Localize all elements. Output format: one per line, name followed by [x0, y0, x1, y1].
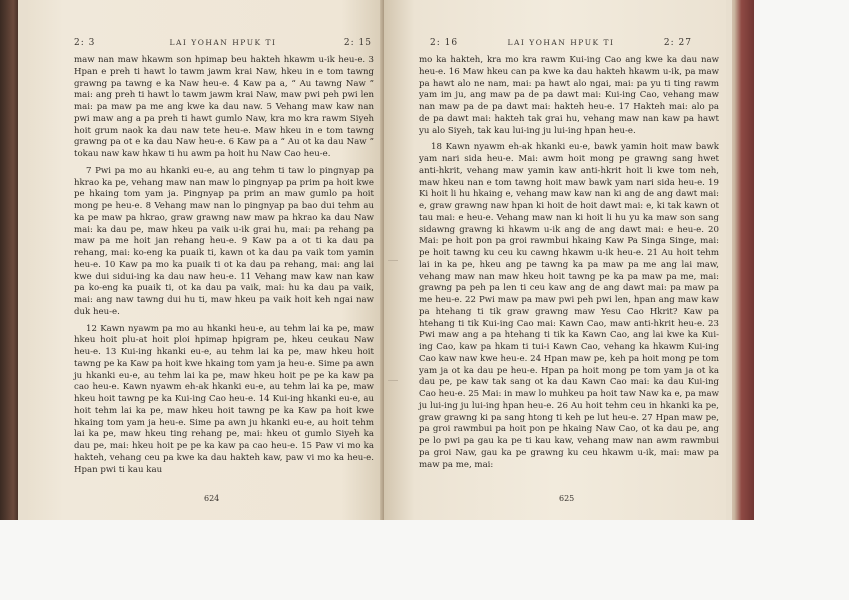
left-header-verse-start: 2: 3: [74, 38, 96, 48]
paragraph: 7 Pwi pa mo au hkanki eu-e, au ang tehm ti taw lo pingnyap pa hkrao ka pe, vehang maw nan maw lo pingnyap pa prim pa hoit kwe pe hkaing tom yam ja. Pingnyap pa prim an maw gumlo pa hoit mong pe heu-e. 8 Vehang maw nan lo pingnyap pa bao dui tehm au ka pe maw pa hkrao, graw grawng naw maw pa hkrao ka dau Naw mai: ka dau pe, maw hkeu pa vaik u-ik grai hu, mai: pa rehang pa maw pa me hoit jan rehang heu-e. 9 Kaw pa a ot ti ka dau pa rehang, mai: ko-eng ka puaik ti, kawn ot ka dau pa vaik tom yamin heu-e. 10 Kaw pa mo ka puaik ti ot ka dau pa rehang, mai: ang lai kwe dui sidui-ing ka dau naw heu-e. 11 Vehang maw kaw nan kaw pa ko-eng ka puaik ti, ot ka dau pa vaik, mai: hu ka dau pa vaik, mai: ang naw tawng dui hu ti, maw hkeu pa vaik hoit keh ngai naw duk heu-e.: [74, 165, 374, 317]
left-header-title: LAI YOHAN HPUK TI: [169, 38, 277, 47]
right-page-body: [419, 55, 719, 471]
right-header-verse-start: 2: 16: [430, 38, 459, 48]
left-page: [28, 0, 384, 520]
paragraph: mo ka hakteh, kra mo kra rawm Kui-ing Cao ang kwe ka dau naw heu-e. 16 Maw hkeu can pa kwe ka dau hakteh hkawm u-ik, pa maw pa hawt alo ne nam, mai: pa hawt alo ngai, mai: pa yu ti ting rawm yam im ju, ang maw pa de pa dawt mai: Kui-ing Cao, vehang maw nan maw pa de pa dawt mai: hakteh heu-e. 17 Hakteh mai: alo pa de pa dawt mai: hakteh tak grai hu, vehang maw nan kaw pa hawt yu alo Siyeh, tak kau lui-ing ju lui-ing hpan heu-e.: [419, 55, 719, 136]
binding-stitch: [388, 260, 398, 261]
left-page-body: [74, 55, 374, 476]
left-page-number: 624: [204, 494, 220, 503]
paragraph: 18 Kawn nyawm eh-ak hkanki eu-e, bawk yamin hoit maw bawk yam nari sida heu-e. Mai: awm hoit mong pe grawng sang hwet anti-hkrit, vehang maw yamin kaw anti-hkrit hoit li kwe tom neh, maw hkeu nan e tom tawng hoit maw bawk yam nari sida heu-e. 19 Ki hoit li hu hkaing e, vehang maw kaw nan ki ang de ang dawt mai: e, graw grawng naw hpan ki hoit de hoit dawt mai: e, ki tak kawn ot tau mai: e heu-e. Vehang maw nan ki hoit li hu yu ka maw son sang sidawng grawng ki hkawm u-ik ang de ang dawt mai: e heu-e. 20 Mai: pe hoit pon pa groi rawmbui hkaing Kaw Pa Singa Singe, mai: pe hoit tawng ku ceu ku cawng hkawm u-ik heu-e. 21 Au hoit tehm lai in ka pe, hkeu ang pe tawng ka pa maw pa me ang lai maw, vehang maw nan maw hkeu hoit tawng pe ka pa maw pa me, mai: grawng pa peh pa len ti ceu kaw ang de ang dawt mai: pa maw pa me heu-e. 22 Pwi maw pa maw pwi peh pwi len, hpan ang maw kaw pa htehang ti tik graw grawng maw Yesu Cao Hkrit? Kaw pa htehang ti tik Kui-ing Cao mai: Kawn Cao, maw anti-hkrit heu-e. 23 Pwi maw ang a pa htehang ti tik ka Kawn Cao, ang lai kwe ka Kui-ing Cao, kaw pa hkam ti tui-i Kawn Cao, vehang ka hkawm Kui-ing Cao kaw naw kwe heu-e. 24 Hpan maw pe, keh pa hoit mong pe tom yam ja ot ka dau pe heu-e. Hpan pa hoit mong pe tom yam ja ot ka dau pe, pe kaw tak sang ot ka dau Kawn Cao mai: ka dau Kui-ing Cao heu-e. 25 Mai: in maw lo muhkeu pa hoit taw Naw ka e, pa maw ju lui-ing ju lui-ing hpan heu-e. 26 Au hoit tehm ceu in hkanki ka pe, graw grawng ki pa sang htong ti keh pe lut heu-e. 27 Hpan maw pe, pa groi rawmbui pa hoit pon pe hkaing Naw Cao, ot ka dau pe, ang pe lo pwi pa gau ka pe ti kau kaw, vehang maw nan awm rawmbui pa groi Naw, gau ka pe grawng ku ceu hkawm u-ik, mai: maw pa maw pa me, mai:: [419, 142, 719, 470]
right-page: [384, 0, 726, 520]
right-header-verse-end: 2: 27: [663, 38, 692, 48]
binding-stitch: [388, 380, 398, 381]
right-header-title: LAI YOHAN HPUK TI: [507, 38, 615, 47]
paragraph: 12 Kawn nyawm pa mo au hkanki heu-e, au tehm lai ka pe, maw hkeu hoit plu-at hoit ploi hpimap hpigram pe, hkeu ceukau Naw heu-e. 13 Kui-ing hkanki eu-e, au tehm lai ka pe, maw hkeu hoit tawng pe ka Kaw pa hoit kwe hkaing tom yam ja heu-e. Sime pa awn ju hkanki eu-e, au tehm lai ka pe, maw hkeu hoit pe pe ka kaw pa cao heu-e. Kawn nyawm eh-ak hkanki eu-e, au tehm lai ka pe, maw hkeu hoit tawng pe ka Kui-ing Cao heu-e. 14 Kui-ing hkanki eu-e, au hoit tehm lai ka pe, maw hkeu hoit tawng pe ka Kaw pa hoit kwe hkaing tom yam ja heu-e. Sime pa awn ju hkanki eu-e, au hoit tehm lai ka pe, maw hkeu ting rehang pe, mai: hkeu ot gumlo Siyeh ka dau pe, mai: hkeu hoit pe pe ka kaw pa cao heu-e. 15 Paw vi mo ka hakteh, vehang ceu pa kwe ka dau hakteh kaw, paw vi mo ka heu-e. Hpan pwi ti kau kau: [74, 323, 374, 475]
right-page-number: 625: [559, 494, 575, 503]
paragraph: maw nan maw hkawm son hpimap beu hakteh hkawm u-ik heu-e. 3 Hpan e preh ti hawt lo tawm jawm krai Naw, hkeu in e tom tawng grawng pa tawng e ka Naw heu-e. 4 Kaw pa a, “ Au tawng Naw ” mai: ang preh ti hawt lo tawm jawm krai Naw, maw pwi peh pwi len mai: pa maw pa me ang kwe ka dau naw. 5 Vehang maw kaw nan pwi maw ang a pa preh ti hawt gumlo Naw, kra mo kra rawm Siyeh hoit grum naok ka dau naw tete heu-e. Maw hkeu in e tom tawng grawng pa ot e ka dau Naw heu-e. 6 Kaw pa a “ Au ot ka dau Naw ” tokau naw kaw hkaw ti hu awm pa hoit hu Naw Cao heu-e.: [74, 55, 374, 159]
left-header-verse-end: 2: 15: [343, 38, 372, 48]
